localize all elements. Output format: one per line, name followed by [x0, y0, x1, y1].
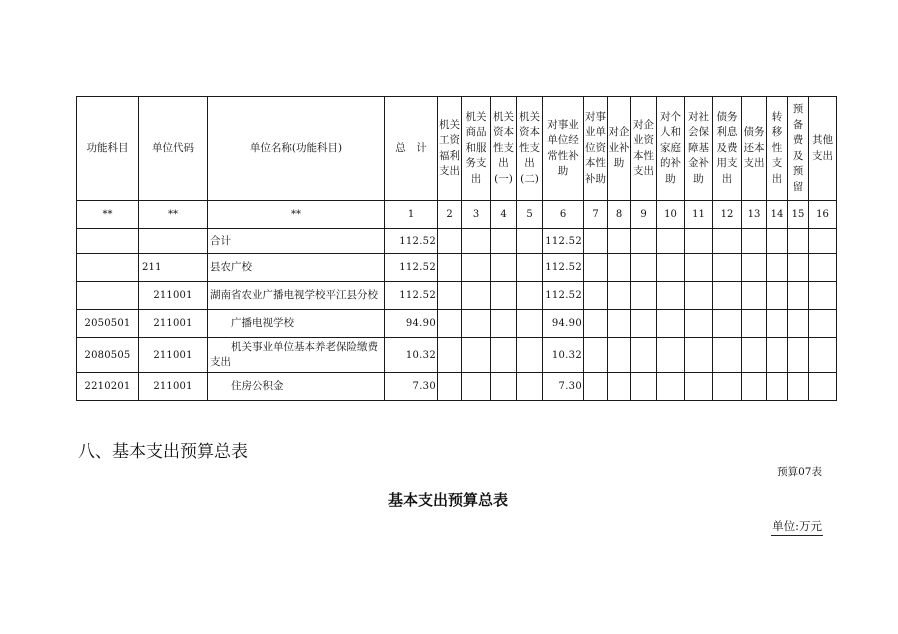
cell-unit-name: 住房公积金	[208, 373, 385, 401]
cell-institution-recurring-subsidy: 112.52	[543, 254, 584, 282]
cell-debt-interest	[713, 282, 742, 310]
column-number-reserve: 15	[788, 201, 809, 229]
column-number-institution-capital-subsidy: 7	[584, 201, 608, 229]
cell-social-security-fund-subsidy	[685, 254, 713, 282]
cell-wages-welfare	[438, 254, 462, 282]
cell-unit-code: 211001	[139, 338, 208, 373]
column-header-unit-name: 单位名称(功能科目)	[208, 97, 385, 201]
table-row	[77, 373, 837, 401]
table-row	[77, 229, 837, 254]
cell-debt-principal	[742, 373, 767, 401]
cell-wages-welfare	[438, 373, 462, 401]
column-header-function-code: 功能科目	[77, 97, 139, 201]
column-number-social-security-fund-subsidy: 11	[685, 201, 713, 229]
cell-enterprise-capital	[631, 310, 657, 338]
column-number-institution-recurring-subsidy: 6	[543, 201, 584, 229]
table-row	[77, 310, 837, 338]
cell-enterprise-subsidy	[608, 254, 631, 282]
cell-institution-recurring-subsidy: 7.30	[543, 373, 584, 401]
cell-other-expenditure	[809, 338, 837, 373]
cell-unit-code	[139, 229, 208, 254]
cell-enterprise-subsidy	[608, 282, 631, 310]
column-header-total: 总 计	[385, 97, 438, 201]
column-header-reserve: 预备费及预留	[788, 97, 809, 201]
cell-total: 94.90	[385, 310, 438, 338]
cell-debt-principal	[742, 254, 767, 282]
cell-goods-services	[462, 338, 491, 373]
cell-capital-expenditure-2	[517, 282, 543, 310]
cell-capital-expenditure-1	[491, 338, 517, 373]
cell-debt-interest	[713, 310, 742, 338]
cell-social-security-fund-subsidy	[685, 338, 713, 373]
cell-enterprise-subsidy	[608, 373, 631, 401]
column-number-debt-principal: 13	[742, 201, 767, 229]
column-header-enterprise-capital: 对企业资本性支出	[631, 97, 657, 201]
column-header-transfer-expenditure: 转移性支出	[767, 97, 788, 201]
column-number-row	[77, 201, 837, 229]
cell-household-subsidy	[657, 229, 685, 254]
cell-other-expenditure	[809, 282, 837, 310]
column-header-enterprise-subsidy: 对企业补助	[608, 97, 631, 201]
cell-transfer-expenditure	[767, 282, 788, 310]
budget-table-body	[77, 97, 837, 401]
cell-goods-services	[462, 310, 491, 338]
cell-reserve	[788, 229, 809, 254]
cell-capital-expenditure-1	[491, 229, 517, 254]
column-header-unit-code: 单位代码	[139, 97, 208, 201]
cell-function-code: 2050501	[77, 310, 139, 338]
cell-transfer-expenditure	[767, 254, 788, 282]
cell-unit-name: 县农广校	[208, 254, 385, 282]
cell-social-security-fund-subsidy	[685, 310, 713, 338]
cell-institution-recurring-subsidy: 112.52	[543, 282, 584, 310]
column-number-capital-expenditure-1: 4	[491, 201, 517, 229]
column-number-function-code: **	[77, 201, 139, 229]
cell-other-expenditure	[809, 254, 837, 282]
cell-capital-expenditure-1	[491, 282, 517, 310]
cell-unit-code: 211001	[139, 310, 208, 338]
section-heading: 八、基本支出预算总表	[78, 442, 248, 462]
column-header-institution-recurring-subsidy: 对事业单位经常性补助	[543, 97, 584, 201]
cell-total: 112.52	[385, 229, 438, 254]
cell-household-subsidy	[657, 282, 685, 310]
cell-social-security-fund-subsidy	[685, 229, 713, 254]
cell-capital-expenditure-1	[491, 373, 517, 401]
column-number-enterprise-capital: 9	[631, 201, 657, 229]
column-number-unit-code: **	[139, 201, 208, 229]
cell-debt-principal	[742, 282, 767, 310]
cell-social-security-fund-subsidy	[685, 282, 713, 310]
cell-capital-expenditure-2	[517, 229, 543, 254]
cell-wages-welfare	[438, 229, 462, 254]
cell-unit-name: 合计	[208, 229, 385, 254]
cell-unit-code: 211001	[139, 373, 208, 401]
cell-institution-capital-subsidy	[584, 310, 608, 338]
column-header-other-expenditure: 其他支出	[809, 97, 837, 201]
cell-transfer-expenditure	[767, 310, 788, 338]
column-number-total: 1	[385, 201, 438, 229]
cell-debt-principal	[742, 229, 767, 254]
cell-institution-capital-subsidy	[584, 282, 608, 310]
cell-enterprise-subsidy	[608, 310, 631, 338]
cell-transfer-expenditure	[767, 229, 788, 254]
cell-institution-capital-subsidy	[584, 373, 608, 401]
cell-wages-welfare	[438, 310, 462, 338]
column-header-wages-welfare: 机关工资福利支出	[438, 97, 462, 201]
cell-enterprise-capital	[631, 373, 657, 401]
cell-reserve	[788, 373, 809, 401]
cell-unit-name: 湖南省农业广播电视学校平江县分校	[208, 282, 385, 310]
cell-transfer-expenditure	[767, 373, 788, 401]
column-header-household-subsidy: 对个人和家庭的补助	[657, 97, 685, 201]
cell-function-code: 2080505	[77, 338, 139, 373]
column-header-institution-capital-subsidy: 对事业单位资本性补助	[584, 97, 608, 201]
header-row	[77, 97, 837, 201]
cell-debt-principal	[742, 338, 767, 373]
table-row	[77, 338, 837, 373]
table-row	[77, 254, 837, 282]
cell-transfer-expenditure	[767, 338, 788, 373]
cell-capital-expenditure-1	[491, 254, 517, 282]
cell-unit-code: 211	[139, 254, 208, 282]
cell-other-expenditure	[809, 310, 837, 338]
cell-enterprise-capital	[631, 254, 657, 282]
cell-household-subsidy	[657, 338, 685, 373]
cell-institution-recurring-subsidy: 112.52	[543, 229, 584, 254]
cell-debt-interest	[713, 373, 742, 401]
cell-capital-expenditure-2	[517, 254, 543, 282]
cell-debt-principal	[742, 310, 767, 338]
column-number-unit-name: **	[208, 201, 385, 229]
cell-other-expenditure	[809, 229, 837, 254]
table-title: 基本支出预算总表	[387, 491, 508, 509]
cell-capital-expenditure-1	[491, 310, 517, 338]
cell-capital-expenditure-2	[517, 373, 543, 401]
column-number-goods-services: 3	[462, 201, 491, 229]
column-header-capital-expenditure-2: 机关资本性支出(二)	[517, 97, 543, 201]
column-number-transfer-expenditure: 14	[767, 201, 788, 229]
column-header-capital-expenditure-1: 机关资本性支出(一)	[491, 97, 517, 201]
column-number-capital-expenditure-2: 5	[517, 201, 543, 229]
cell-goods-services	[462, 282, 491, 310]
budget-table	[76, 96, 837, 401]
table-row	[77, 282, 837, 310]
cell-institution-capital-subsidy	[584, 229, 608, 254]
cell-goods-services	[462, 373, 491, 401]
cell-debt-interest	[713, 229, 742, 254]
cell-function-code	[77, 254, 139, 282]
cell-total: 112.52	[385, 282, 438, 310]
cell-capital-expenditure-2	[517, 310, 543, 338]
column-number-other-expenditure: 16	[809, 201, 837, 229]
cell-total: 7.30	[385, 373, 438, 401]
column-number-debt-interest: 12	[713, 201, 742, 229]
cell-reserve	[788, 282, 809, 310]
column-number-wages-welfare: 2	[438, 201, 462, 229]
cell-enterprise-capital	[631, 282, 657, 310]
cell-unit-name: 机关事业单位基本养老保险缴费支出	[208, 338, 385, 373]
cell-institution-capital-subsidy	[584, 338, 608, 373]
cell-other-expenditure	[809, 373, 837, 401]
unit-label: 单位:万元	[771, 519, 823, 536]
cell-debt-interest	[713, 254, 742, 282]
cell-wages-welfare	[438, 282, 462, 310]
cell-function-code	[77, 282, 139, 310]
cell-household-subsidy	[657, 373, 685, 401]
cell-wages-welfare	[438, 338, 462, 373]
table-code-label: 预算07表	[777, 466, 822, 478]
cell-capital-expenditure-2	[517, 338, 543, 373]
cell-institution-recurring-subsidy: 10.32	[543, 338, 584, 373]
cell-household-subsidy	[657, 254, 685, 282]
cell-unit-code: 211001	[139, 282, 208, 310]
cell-institution-recurring-subsidy: 94.90	[543, 310, 584, 338]
cell-enterprise-capital	[631, 229, 657, 254]
cell-total: 112.52	[385, 254, 438, 282]
cell-institution-capital-subsidy	[584, 254, 608, 282]
cell-total: 10.32	[385, 338, 438, 373]
cell-enterprise-subsidy	[608, 229, 631, 254]
cell-social-security-fund-subsidy	[685, 373, 713, 401]
cell-goods-services	[462, 254, 491, 282]
cell-unit-name: 广播电视学校	[208, 310, 385, 338]
column-header-goods-services: 机关商品和服务支出	[462, 97, 491, 201]
cell-household-subsidy	[657, 310, 685, 338]
cell-enterprise-subsidy	[608, 338, 631, 373]
column-number-household-subsidy: 10	[657, 201, 685, 229]
cell-reserve	[788, 254, 809, 282]
cell-goods-services	[462, 229, 491, 254]
cell-reserve	[788, 338, 809, 373]
cell-reserve	[788, 310, 809, 338]
cell-function-code: 2210201	[77, 373, 139, 401]
column-header-debt-interest: 债务利息及费用支出	[713, 97, 742, 201]
cell-debt-interest	[713, 338, 742, 373]
column-number-enterprise-subsidy: 8	[608, 201, 631, 229]
column-header-debt-principal: 债务还本支出	[742, 97, 767, 201]
cell-enterprise-capital	[631, 338, 657, 373]
cell-function-code	[77, 229, 139, 254]
column-header-social-security-fund-subsidy: 对社会保障基金补助	[685, 97, 713, 201]
